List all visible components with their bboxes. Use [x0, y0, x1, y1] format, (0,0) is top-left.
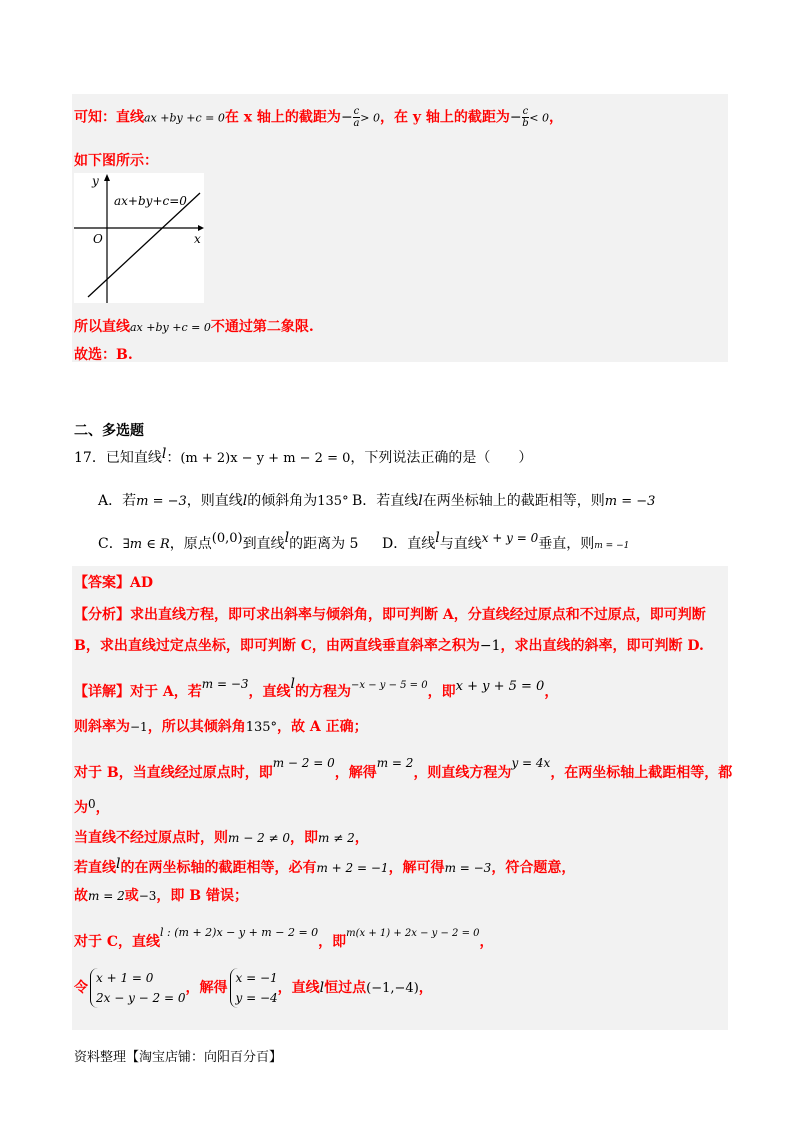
math: m = 2: [88, 889, 125, 903]
solution-line-1: [74, 106, 563, 129]
text: ，则直线方程为: [413, 765, 512, 781]
text: ，: [544, 684, 559, 700]
math: l: [242, 493, 248, 509]
math: −: [509, 109, 522, 126]
text: B．若直线: [352, 493, 419, 509]
text: ，故 A 正确；: [277, 719, 368, 735]
math: l: [418, 493, 423, 509]
math: −1: [479, 638, 501, 654]
text: ，则直线: [186, 493, 243, 509]
text: ，: [95, 800, 110, 816]
num: c: [353, 106, 360, 117]
math: x + y = 0: [481, 531, 539, 545]
math: l: [284, 530, 290, 546]
text: ，: [548, 109, 563, 126]
detail-line-9: [74, 968, 433, 1008]
text: ，所以其倾斜角: [147, 719, 246, 735]
text: 的距离为 5: [289, 536, 359, 552]
detail-line-6: [74, 856, 575, 877]
solution-line-3: [74, 316, 314, 336]
num: c: [522, 106, 529, 117]
text: ，解得: [334, 765, 377, 781]
text: ：: [166, 450, 181, 466]
text: 到直线: [242, 536, 285, 552]
den: b: [522, 118, 529, 129]
math: ax +by +c = 0: [144, 111, 225, 125]
text: ，解可得: [388, 860, 445, 876]
line-graph: [88, 193, 200, 297]
option-A: [98, 490, 349, 510]
math: l: [116, 856, 121, 872]
math: ax +by +c = 0: [130, 321, 211, 334]
text: 在 x 轴上的截距为: [224, 109, 341, 126]
math: m = −3: [444, 861, 492, 875]
text: ，即: [290, 830, 319, 846]
text: 所以直线: [74, 319, 130, 335]
math: −1: [130, 720, 148, 734]
question-17-stem: [74, 446, 532, 467]
x-axis-arrow: [198, 225, 204, 231]
detail-line-7: [74, 885, 248, 905]
math: m + 2 = −1: [316, 861, 389, 875]
text: ，下列说法正确的是（ ）: [350, 450, 533, 466]
footer: 资料整理【淘宝店铺：向阳百分百】: [74, 1050, 283, 1065]
math: l: [161, 446, 167, 462]
detail-line-2: [74, 716, 368, 736]
text: B，求出直线过定点坐标，即可判断 C，由两直线垂直斜率之积为: [74, 638, 480, 654]
solution-line-2: 如下图所示：: [74, 153, 158, 169]
graph-figure: [74, 173, 204, 303]
analysis-line-2: [74, 635, 704, 655]
text: ，符合题意，: [491, 860, 576, 876]
text: 的在两坐标轴的截距相等，必有: [120, 860, 317, 876]
math: x + y + 5 = 0: [455, 679, 545, 694]
math: m = −3: [201, 677, 249, 691]
math: < 0: [529, 111, 549, 125]
den: a: [353, 118, 360, 129]
text: ，在 y 轴上的截距为: [380, 109, 510, 126]
text: 对于 B，当直线经过原点时，即: [74, 765, 273, 781]
math: (0,0): [211, 531, 243, 546]
text: ，即 B 错误；: [156, 888, 248, 904]
math: l: [290, 676, 295, 692]
text: 恒过点: [324, 980, 367, 996]
math: (−1,−4): [366, 981, 419, 996]
text: ，直线: [248, 684, 291, 700]
detail-line-3: [74, 756, 732, 782]
text: 可知：直线: [74, 109, 144, 126]
text: 的方程为: [295, 684, 351, 700]
detail-line-8: [74, 926, 494, 951]
math: −3: [138, 889, 157, 903]
text: ，直线: [277, 980, 320, 996]
math: m = −1: [594, 541, 630, 551]
math: 135°: [317, 494, 349, 509]
text: ，即: [427, 684, 456, 700]
graph-svg: [74, 173, 204, 303]
math: m = −3: [136, 494, 187, 509]
text: ，: [354, 830, 369, 846]
option-D: [382, 530, 629, 553]
text: 或: [124, 888, 139, 904]
text: 令: [74, 980, 88, 996]
detail-line-5: [74, 827, 369, 847]
math: −x − y − 5 = 0: [351, 680, 428, 691]
math: 0: [88, 797, 96, 811]
text: ，: [479, 934, 494, 950]
text: ，解得: [185, 980, 228, 996]
text: 故: [74, 888, 88, 904]
text: ，: [418, 980, 433, 996]
detail-line-4: [74, 797, 110, 817]
math: l: [435, 530, 440, 546]
math: m(x + 1) + 2x − y − 2 = 0: [346, 928, 480, 939]
text: D．直线: [382, 536, 436, 552]
eq: y = −4: [235, 991, 278, 1005]
math: m ≠ 2: [318, 831, 355, 845]
text: 若直线: [74, 860, 116, 876]
text: 的倾斜角为: [247, 493, 318, 509]
text: 则斜率为: [74, 719, 130, 735]
math: −: [340, 109, 353, 126]
math: m − 2 = 0: [272, 756, 335, 770]
text: 在两坐标轴上的截距相等，则: [422, 493, 605, 509]
text: 当直线不经过原点时，则: [74, 830, 228, 846]
equation-system-1: [90, 968, 186, 1008]
math: ∃m ∈ R: [122, 537, 170, 552]
math: l : (m + 2)x − y + m − 2 = 0: [160, 926, 319, 939]
solution-line-4: 故选：B.: [74, 347, 133, 363]
section-title: 二、多选题: [74, 423, 144, 439]
text: 垂直，则: [538, 536, 595, 552]
eq: x + 1 = 0: [96, 971, 154, 985]
x-label: x: [194, 232, 201, 246]
equation-label: ax+by+c=0: [114, 194, 187, 208]
text: 为: [74, 800, 88, 816]
text: 17．已知直线: [74, 450, 162, 466]
detail-line-1: [74, 676, 558, 701]
math: l: [319, 980, 325, 996]
y-axis-arrow: [104, 174, 110, 181]
option-B: [352, 490, 655, 510]
text: ，即: [318, 934, 347, 950]
text: 与直线: [439, 536, 482, 552]
eq: 2x − y − 2 = 0: [96, 991, 186, 1005]
text: ，在两坐标轴上截距相等，都: [550, 765, 733, 781]
text: C．: [98, 536, 123, 552]
analysis-line-1: 【分析】求出直线方程，即可求出斜率与倾斜角，即可判断 A，分直线经过原点和不过原点，即可判断: [74, 607, 706, 623]
eq: x = −1: [235, 971, 278, 985]
option-C: [98, 530, 358, 553]
math: > 0: [360, 111, 380, 125]
answer: 【答案】AD: [74, 575, 154, 591]
origin-label: O: [93, 232, 103, 246]
text: 【详解】对于 A，若: [74, 684, 202, 700]
text: A．若: [98, 493, 137, 509]
math: m = 2: [376, 756, 414, 770]
text: 不通过第二象限.: [210, 319, 314, 335]
math: 135°: [245, 720, 278, 735]
math: y = 4x: [511, 756, 551, 770]
text: ，求出直线的斜率，即可判断 D.: [500, 638, 704, 654]
math: m = −3: [604, 494, 656, 509]
text: ，原点: [169, 536, 212, 552]
math: m − 2 ≠ 0: [228, 831, 291, 845]
y-label: y: [92, 174, 99, 188]
text: 对于 C，直线: [74, 934, 161, 950]
equation-system-2: [230, 968, 278, 1008]
math: (m + 2)x − y + m − 2 = 0: [180, 451, 351, 466]
